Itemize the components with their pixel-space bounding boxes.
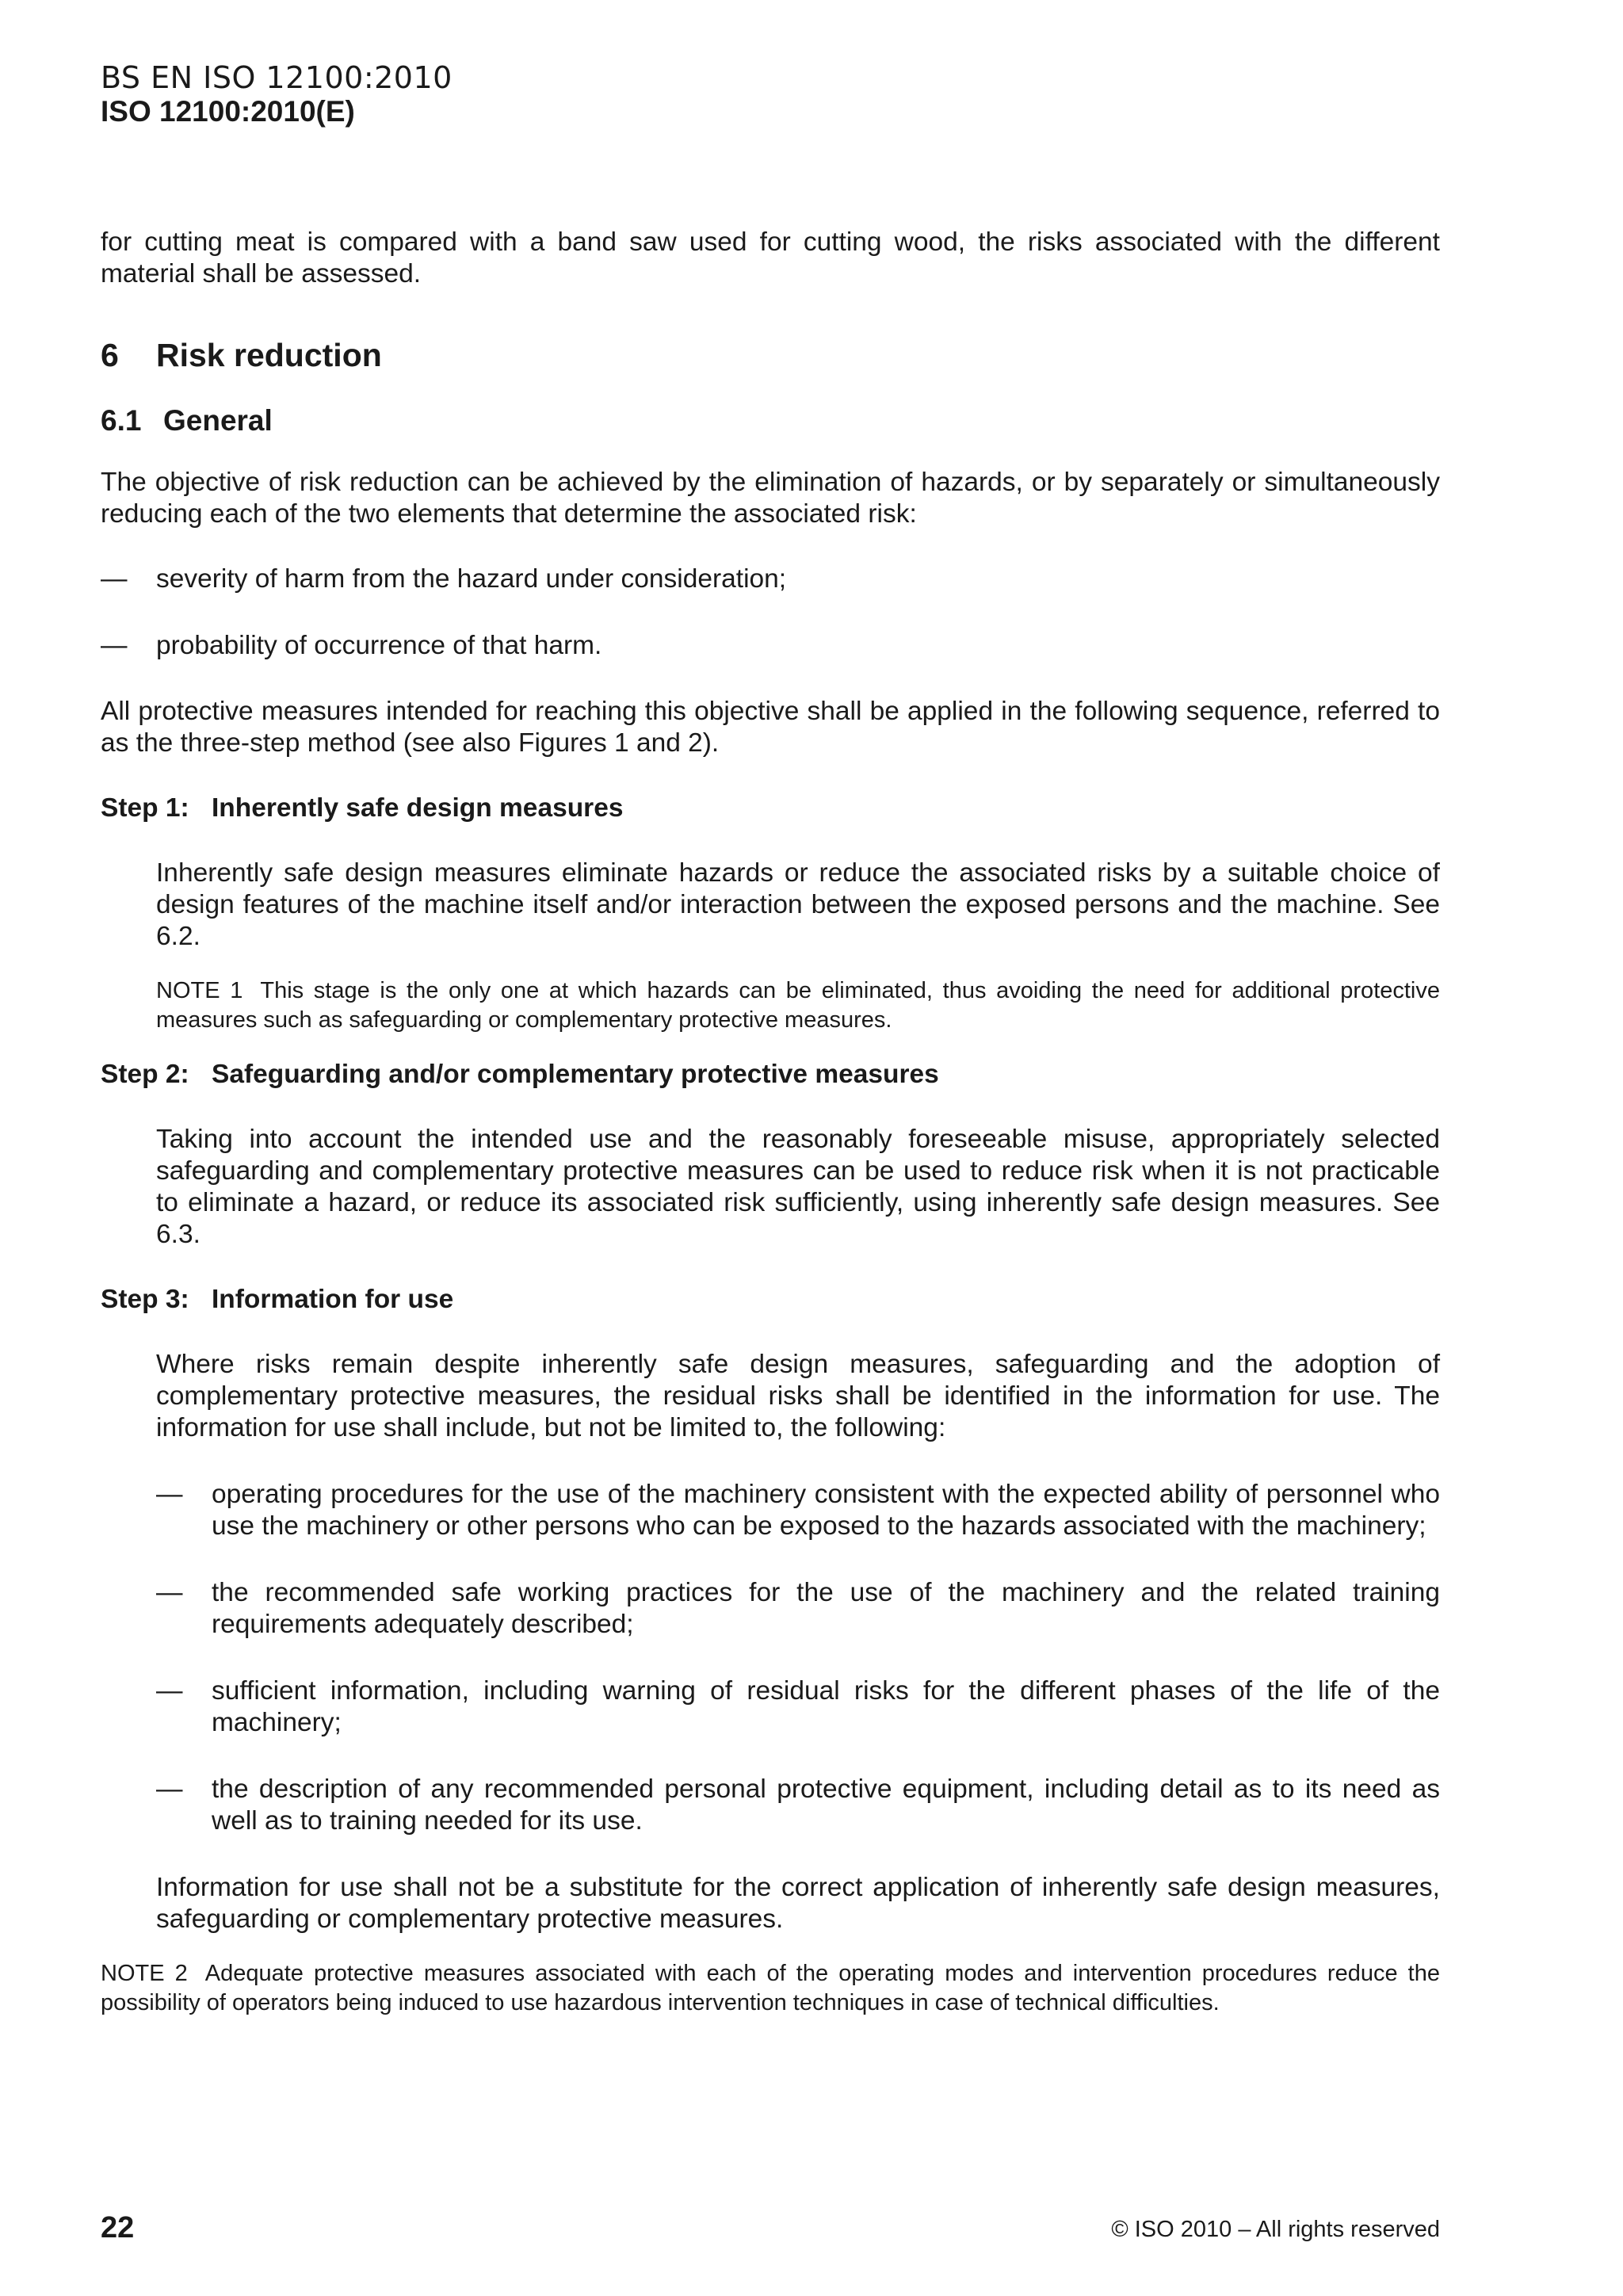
page-body <box>101 227 1440 2018</box>
step-3-text: Where risks remain despite inherently safe design measures, safeguarding and the adoption of complementary protective measures, the residual risks shall be identified in the information for use. The information for use shall include, but not be limited to, the following: <box>156 1350 1440 1442</box>
step-1-text: Inherently safe design measures eliminate hazards or reduce the associated risks by a suitable choice of design features of the machine itself and/or interaction between the exposed persons and the machine. See 6.2. <box>156 858 1440 951</box>
dash-marker: — <box>156 1578 183 1607</box>
dash-marker: — <box>156 1676 183 1706</box>
list-item: — sufficient information, including warning of residual risks for the different phases of the life of the machinery; <box>156 1676 1440 1737</box>
standard-id-bs-en: BS EN ISO 12100:2010 <box>101 60 453 95</box>
paragraph-three-step: All protective measures intended for reaching this objective shall be applied in the following sequence, referred to as the three-step method (see also Figures 1 and 2). <box>101 697 1440 758</box>
step-1-heading: Step 1: Inherently safe design measures <box>101 793 624 823</box>
list-item: — severity of harm from the hazard under consideration; <box>101 564 787 594</box>
list-item: — probability of occurrence of that harm. <box>101 631 602 660</box>
step-3-heading: Step 3: Information for use <box>101 1285 454 1314</box>
step-3-closing: Information for use shall not be a substitute for the correct application of inherently safe design measures, safeguarding or complementary protective measures. <box>156 1873 1440 1934</box>
section-title: Risk reduction <box>156 337 382 373</box>
standard-id-iso: ISO 12100:2010(E) <box>101 95 355 128</box>
step-2-text: Taking into account the intended use and the reasonably foreseeable misuse, appropriately selected safeguarding and complementary protective measures can be used to reduce risk when it is not practicable to eliminate a hazard, or reduce its associated risk sufficiently, using inherently safe design measures. See 6.3. <box>156 1125 1440 1249</box>
section-heading <box>101 339 1440 371</box>
paragraph-objective: The objective of risk reduction can be achieved by the elimination of hazards, or by separately or simultaneously reducing each of the two elements that determine the associated risk: <box>101 468 1440 529</box>
subsection-title: General <box>163 404 273 437</box>
list-item: — operating procedures for the use of the machinery consistent with the expected ability of personnel who use the machinery or other persons who can be exposed to the hazards associated with the machinery; <box>156 1480 1440 1541</box>
note-2: NOTE 2 Adequate protective measures associated with each of the operating modes and intervention procedures reduce the possibility of operators being induced to use hazardous intervention techniques in case of technical difficulties. <box>101 1961 1440 2015</box>
dash-marker: — <box>156 1775 183 1804</box>
dash-marker: — <box>156 1480 183 1509</box>
step-2-heading: Step 2: Safeguarding and/or complementary protective measures <box>101 1060 939 1089</box>
list-item: — the recommended safe working practices for the use of the machinery and the related training requirements adequately described; <box>156 1578 1440 1639</box>
subsection-number: 6.1 <box>101 404 142 437</box>
list-item: — the description of any recommended personal protective equipment, including detail as to its need as well as to training needed for its use. <box>156 1775 1440 1836</box>
page-number: 22 <box>101 2211 135 2244</box>
section-number: 6 <box>101 337 119 373</box>
dash-marker: — <box>101 631 128 660</box>
copyright-notice: © ISO 2010 – All rights reserved <box>1111 2217 1440 2242</box>
intro-paragraph: for cutting meat is compared with a band saw used for cutting wood, the risks associated with the different material shall be assessed. <box>101 227 1440 288</box>
note-1: NOTE 1 This stage is the only one at which hazards can be eliminated, thus avoiding the need for additional protective measures such as safeguarding or complementary protective measures. <box>156 978 1441 1033</box>
dash-marker: — <box>101 564 128 594</box>
subsection-heading <box>101 405 1440 437</box>
